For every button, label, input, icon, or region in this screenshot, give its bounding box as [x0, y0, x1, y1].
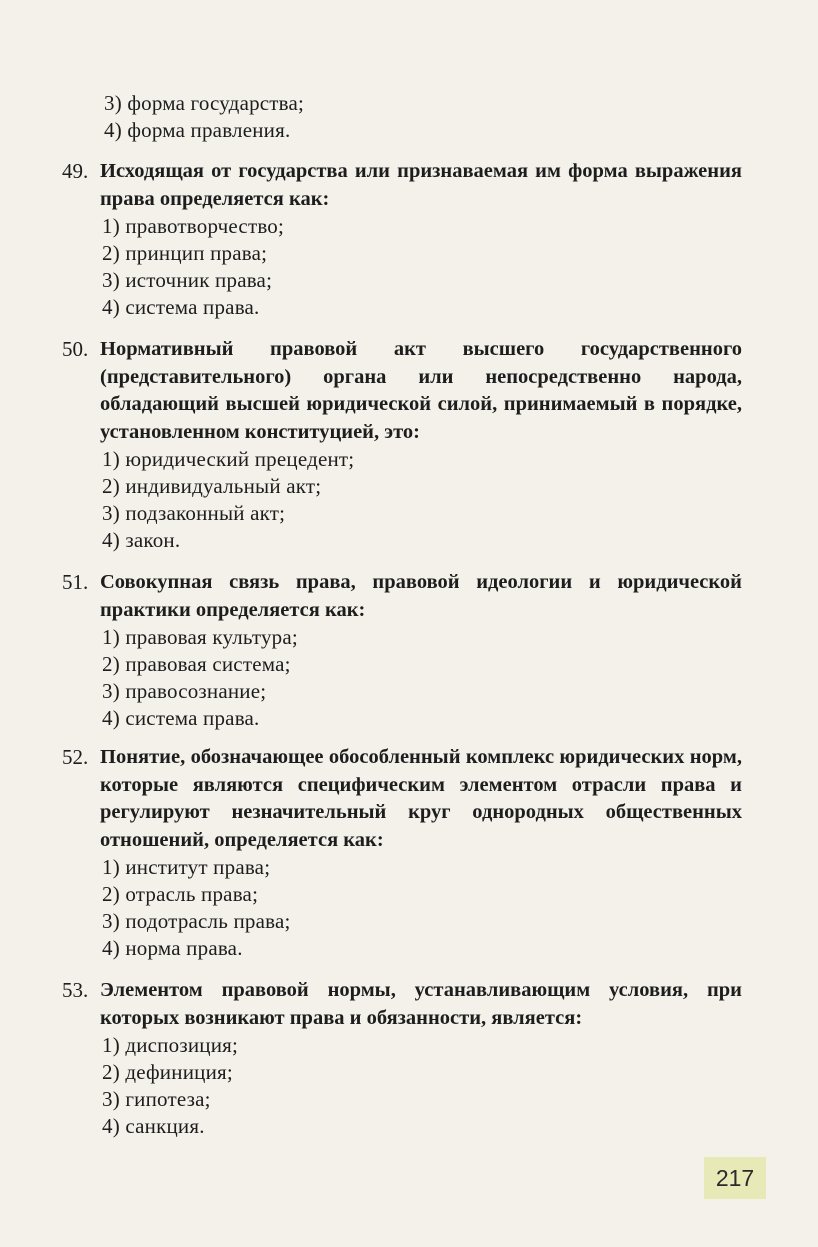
- answer-option: 3) источник права;: [102, 268, 273, 292]
- answer-option: 4) норма права.: [102, 936, 243, 960]
- answer-option: 3) правосознание;: [102, 679, 267, 703]
- question-50: [62, 336, 742, 554]
- question-number: 52.: [62, 745, 89, 769]
- answer-option: 1) правотворчество;: [102, 214, 285, 238]
- answer-option: 2) дефиниция;: [102, 1060, 233, 1084]
- answer-option: 1) правовая культура;: [102, 625, 298, 649]
- answer-options: [102, 213, 742, 321]
- answer-options: [102, 1032, 742, 1140]
- answer-option: 2) отрасль права;: [102, 882, 259, 906]
- answer-option: 3) подотрасль права;: [102, 909, 291, 933]
- answer-option: 1) юридический прецедент;: [102, 447, 355, 471]
- answer-option: 4) форма правления.: [104, 118, 291, 142]
- answer-options: [102, 624, 742, 732]
- answer-option: 2) принцип права;: [102, 241, 268, 265]
- question-52: [62, 744, 742, 962]
- answer-option: 1) институт права;: [102, 855, 271, 879]
- question-text: Нормативный правовой акт высшего государственного (представительного) органа или непосредственно народа, обладающий высшей юридической силой, принимаемый в порядке, установленном конституцией, это:: [100, 338, 742, 443]
- page-number: 217: [704, 1157, 766, 1199]
- answer-option: 3) гипотеза;: [102, 1087, 211, 1111]
- question-number: 49.: [62, 159, 89, 183]
- question-text: Элементом правовой нормы, устанавливающим условия, при которых возникают права и обязанности, является:: [100, 979, 742, 1029]
- question-number: 53.: [62, 978, 89, 1002]
- answer-option: 4) санкция.: [102, 1114, 205, 1138]
- answer-option: 3) форма государства;: [104, 91, 305, 115]
- previous-question-options: [104, 90, 744, 144]
- question-text: Понятие, обозначающее обособленный комплекс юридических норм, которые являются специфическим элементом отрасли права и регулируют незначительный круг однородных общественных отношений, определяется как:: [100, 746, 742, 851]
- answer-option: 4) система права.: [102, 706, 260, 730]
- answer-options: [102, 854, 742, 962]
- answer-option: 2) правовая система;: [102, 652, 291, 676]
- question-49: [62, 158, 742, 321]
- question-53: [62, 977, 742, 1140]
- answer-option: 2) индивидуальный акт;: [102, 474, 322, 498]
- question-text: Совокупная связь права, правовой идеологии и юридической практики определяется как:: [100, 571, 742, 621]
- answer-options: [102, 446, 742, 554]
- question-number: 50.: [62, 337, 89, 361]
- answer-option: 1) диспозиция;: [102, 1033, 239, 1057]
- question-51: [62, 569, 742, 732]
- answer-option: 4) система права.: [102, 295, 260, 319]
- answer-option: 3) подзаконный акт;: [102, 501, 286, 525]
- question-number: 51.: [62, 570, 89, 594]
- answer-option: 4) закон.: [102, 528, 181, 552]
- question-text: Исходящая от государства или признаваемая им форма выражения права определяется как:: [100, 160, 742, 210]
